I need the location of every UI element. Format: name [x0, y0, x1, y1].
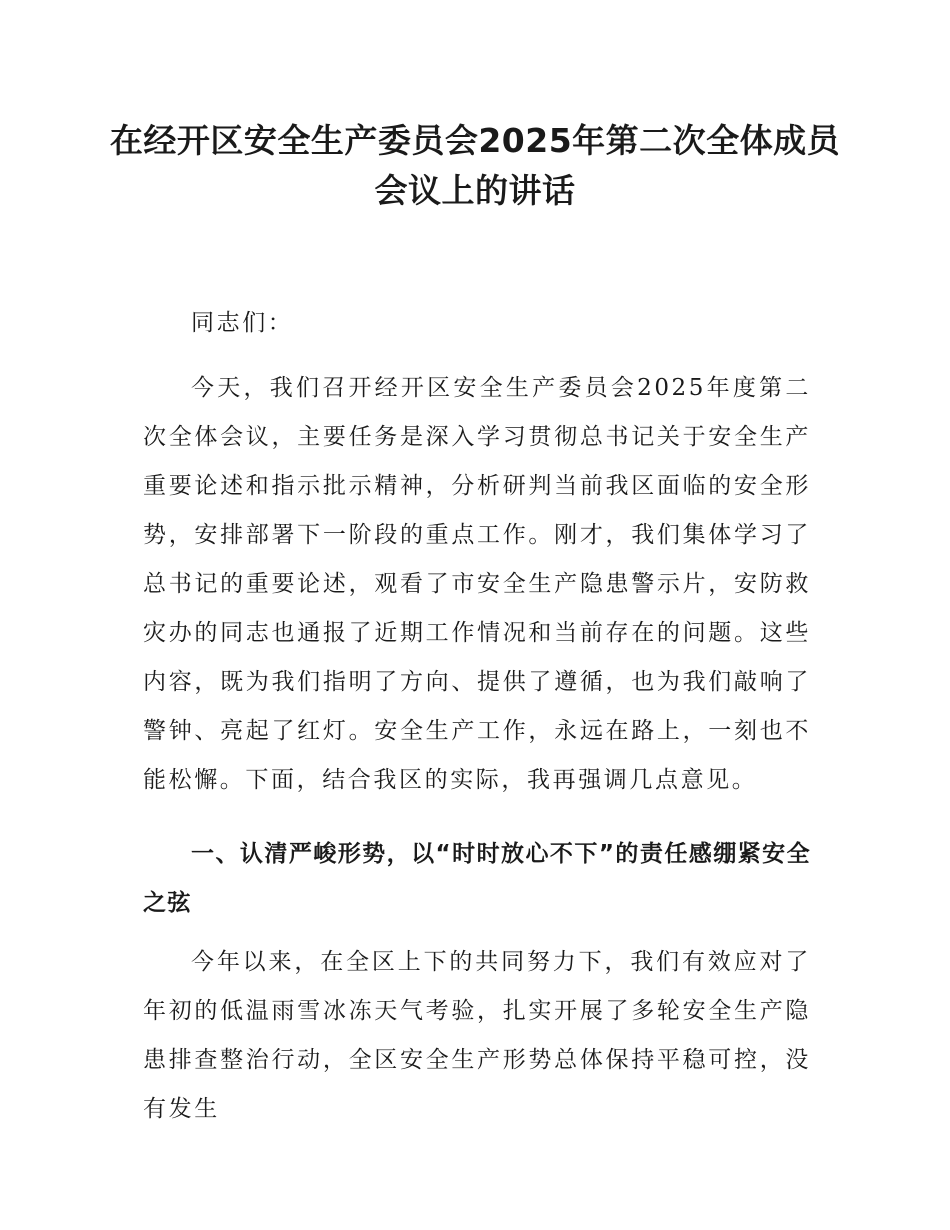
paragraph-intro: 今天，我们召开经开区安全生产委员会2025年度第二次全体会议，主要任务是深入学习贯彻总书记关于安全生产重要论述和指示批示精神，分析研判当前我区面临的安全形势，安排部署下一阶段的重点工作。刚才，我们集体学习了总书记的重要论述，观看了市安全生产隐患警示片，安防救灾办的同志也通报了近期工作情况和当前存在的问题。这些内容，既为我们指明了方向、提供了遵循，也为我们敲响了警钟、亮起了红灯。安全生产工作，永远在路上，一刻也不能松懈。下面，结合我区的实际，我再强调几点意见。 — [143, 375, 811, 793]
salutation: 同志们： — [191, 310, 294, 336]
paragraph-section-1: 今年以来，在全区上下的共同努力下，我们有效应对了年初的低温雨雪冰冻天气考验，扎实开展了多轮安全生产隐患排查整治行动，全区安全生产形势总体保持平稳可控，没有发生 — [143, 949, 811, 1122]
section-heading-1: 一、认清严峻形势，以“时时放心不下”的责任感绷紧安全之弦 — [143, 841, 811, 916]
document-title: 在经开区安全生产委员会2025年第二次全体成员会议上的讲话 — [109, 121, 841, 210]
